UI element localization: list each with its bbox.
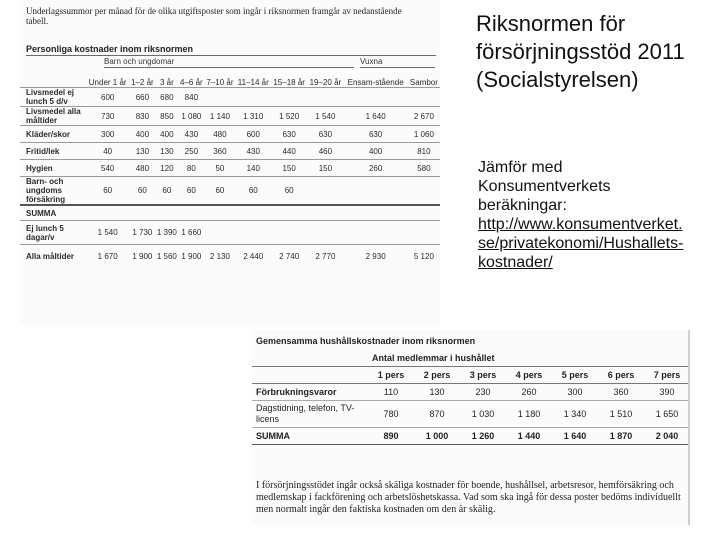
slide-title: Riksnormen för försörjningsstöd 2011 (Socialstyrelsen) — [476, 11, 685, 92]
footnote: I försörjningsstödet ingår också skäliga kostnader för boende, hushållsel, arbetsresor, hemförsäkring och medlemskap i fackförening och arbetslöshetskassa. Vad som ska ingå för dessa poster bedöms individuellt men normalt ingår den faktiska kostnaden om den är skälig. — [256, 480, 681, 515]
table-row: Livsmedel ej lunch 5 d/v 600 660 680 840 — [20, 88, 440, 107]
column-header: 2 pers — [414, 367, 460, 384]
column-header: 1–2 år — [131, 78, 154, 87]
table-header-row — [252, 367, 690, 384]
column-header: Under 1 år — [88, 78, 127, 87]
household-costs-table — [252, 350, 690, 445]
divider — [104, 67, 354, 68]
table-row: Livsmedel alla måltider 730 830 850 1 080 1 140 1 310 1 520 1 540 1 640 2 670 — [20, 107, 440, 126]
column-header: 1 pers — [368, 367, 414, 384]
column-header: 3 år — [159, 78, 174, 87]
comparison-text: Jämför med Konsumentverkets beräkningar: — [478, 159, 611, 214]
summa-row: SUMMA 890 1 000 1 260 1 440 1 640 1 870 2 040 — [252, 428, 690, 445]
column-header: 7 pers — [644, 367, 690, 384]
table-intro-text: Underlagssummor per månad för de olika utgiftsposter som ingår i riksnormen framgår av nedanstående tabell. — [26, 6, 402, 26]
personal-costs-table — [20, 78, 440, 268]
column-header: Sambor — [409, 78, 438, 87]
divider — [26, 55, 436, 56]
column-header: 6 pers — [598, 367, 644, 384]
personal-costs-table-image — [20, 0, 440, 325]
konsumentverket-link[interactable]: http://www.konsumentverket.se/privatekonomi/Hushallets-kostnader/ — [478, 216, 684, 271]
table-row: Hygien 540 480 120 80 50 140 150 150 260 580 — [20, 160, 440, 177]
table-row: Kläder/skor 300 400 400 430 480 600 630 630 630 1 060 — [20, 126, 440, 143]
table-row: Ej lunch 5 dagar/v 1 540 1 730 1 390 1 660 — [20, 221, 440, 245]
table-row: Alla måltider 1 670 1 900 1 560 1 900 2 130 2 440 2 740 2 770 2 930 5 120 — [20, 245, 440, 269]
image-edge — [688, 330, 690, 525]
table-row: Fritid/lek 40 130 130 250 360 430 440 460 400 810 — [20, 143, 440, 160]
divider — [360, 67, 435, 68]
column-header: 19–20 år — [309, 78, 342, 87]
column-header: 4–6 år — [180, 78, 203, 87]
column-header: 3 pers — [460, 367, 506, 384]
column-header: 11–14 år — [237, 78, 269, 87]
slide-body — [478, 158, 688, 272]
column-header: 5 pers — [552, 367, 598, 384]
table-row: Förbrukningsvaror 110 130 230 260 300 360 390 — [252, 384, 690, 401]
personal-costs-title: Personliga kostnader inom riksnormen — [26, 44, 194, 54]
column-header: Ensam-stående — [347, 78, 404, 87]
members-header: Antal medlemmar i hushållet — [368, 350, 690, 367]
table-row: Dagstidning, telefon, TV-licens 780 870 1 030 1 180 1 340 1 510 1 650 — [252, 401, 690, 428]
table-row: Barn- och ungdoms försäkring 60 60 60 60 60 60 60 — [20, 177, 440, 206]
household-costs-table-image — [252, 330, 690, 525]
column-header: 4 pers — [506, 367, 552, 384]
household-costs-title: Gemensamma hushållskostnader inom riksnormen — [256, 336, 476, 346]
adults-group-label: Vuxna — [360, 57, 383, 66]
summa-header-row: SUMMA — [20, 205, 440, 221]
column-header: 15–18 år — [273, 78, 305, 87]
table-header-row — [252, 350, 690, 367]
children-group-label: Barn och ungdomar — [104, 57, 175, 66]
column-header: 7–10 år — [206, 78, 234, 87]
